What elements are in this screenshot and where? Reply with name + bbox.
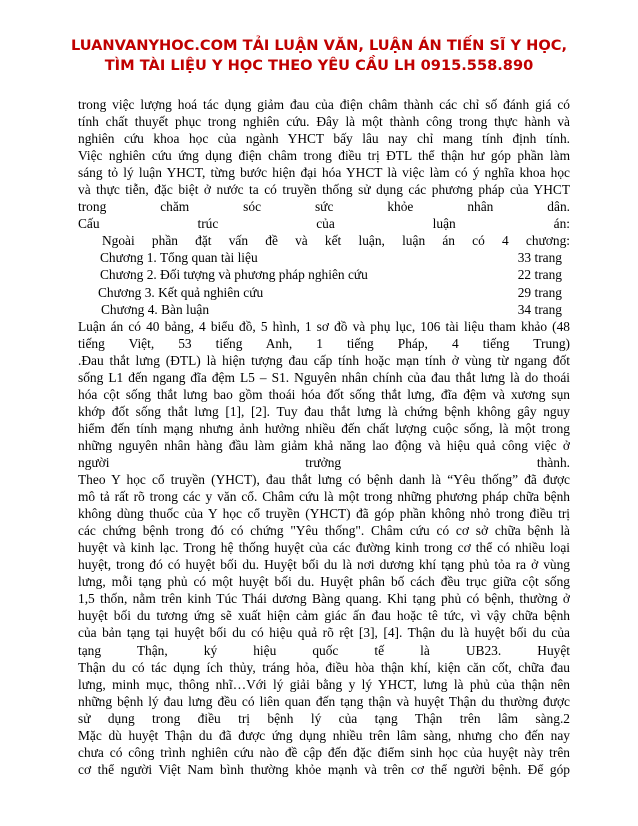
toc-page: 33 trang bbox=[517, 250, 562, 266]
body-line: hiểm đến tính mạng nhưng ảnh hưởng nhiều đến chất lượng cuộc sống, là một trong bbox=[78, 420, 570, 436]
header-line-2: TÌM TÀI LIỆU Y HỌC THEO YÊU CẦU LH 0915.558.890 bbox=[104, 57, 534, 74]
body-line: tạng Thận, ký hiệu quốc tế là UB23. Huyệt bbox=[78, 642, 570, 658]
body-line: sống L1 đến ngang đĩa đệm L5 – S1. Nguyên nhân chính của đau thắt lưng là do thoái bbox=[78, 369, 570, 385]
toc-label: Chương 3. Kết quả nghiên cứu bbox=[98, 284, 264, 300]
body-line: cơ thể người Việt Nam bình thường khỏe mạnh và trên cơ thể người bệnh. Để góp bbox=[78, 761, 570, 777]
body-line: Mặc dù huyệt Thận du đã được ứng dụng nhiều trên lâm sàng, nhưng cho đến nay bbox=[78, 727, 570, 743]
body-line: và thực tiễn, đặc biệt ở nước ta có truyền thống sử dụng các phương pháp của YHCT bbox=[78, 182, 570, 198]
body-line: sáng tỏ lý luận YHCT, từng bước hiện đại hóa YHCT là việc làm có ý nghĩa khoa học bbox=[78, 165, 570, 181]
body-line: huyệt, trong đó có huyệt bối du. Huyệt bối du là nơi dương khí tạng phủ tỏa ra ở vùng bbox=[78, 557, 570, 573]
header-line-1: LUANVANYHOC.COM TẢI LUẬN VĂN, LUẬN ÁN TIẾN SĨ Y HỌC, bbox=[70, 37, 568, 54]
body-line: tiếng Việt, 53 tiếng Anh, 1 tiếng Pháp, 4 tiếng Trung) bbox=[78, 335, 570, 351]
toc-label: Chương 4. Bàn luận bbox=[101, 301, 210, 317]
body-line: chưa có công trình nghiên cứu nào đề cập đến đặc điểm sinh học của huyệt này trên bbox=[78, 744, 570, 760]
body-line: .Đau thắt lưng (ĐTL) là hiện tượng đau cấp tính hoặc mạn tính ở vùng từ ngang đốt bbox=[78, 352, 570, 368]
body-line: mô tả rất rõ trong các y văn cổ. Châm cứu là một trong những phương pháp chữa bệnh bbox=[78, 489, 570, 505]
page-header bbox=[40, 36, 598, 76]
body-line: Ngoài phần đặt vấn đề và kết luận, luận án có 4 chương: bbox=[102, 233, 570, 249]
body-line: sử dụng trong điều trị bệnh lý của tạng Thận trên lâm sàng.2 bbox=[78, 710, 570, 726]
body-line: lưng, mỗi tạng phủ có một huyệt bối du. Huyệt phân bố cách đều trục giữa cột sống bbox=[78, 574, 570, 590]
toc-row bbox=[78, 249, 570, 266]
body-line: Việc nghiên cứu ứng dụng điện châm trong điều trị ĐTL thể thận hư góp phần làm bbox=[78, 148, 570, 164]
body-line: Luận án có 40 bảng, 4 biểu đồ, 5 hình, 1 sơ đồ và phụ lục, 106 tài liệu tham khảo (48 bbox=[78, 318, 570, 334]
body-line: Thận du có tác dụng ích thủy, tráng hỏa, điều hòa thận khí, kiện căn cốt, chữa đau bbox=[78, 659, 570, 675]
body-line: tính chất thuyết phục trong nghiên cứu. Đây là một thành công trong thực hành và bbox=[78, 114, 570, 130]
toc-page: 22 trang bbox=[517, 267, 562, 283]
body-line: người trưởng thành. bbox=[78, 454, 570, 470]
body-line: những nguyên nhân hàng đầu làm giảm khả năng lao động và hiệu quả công việc ở bbox=[78, 437, 570, 453]
body-line: huyệt bối du tương ứng sẽ xuất hiện cảm giác ấn đau hoặc tê tức, vì vậy chữa bệnh bbox=[78, 608, 570, 624]
body-line: 1,5 thốn, nằm trên kinh Túc Thái dương Bàng quang. Khi tạng phủ có bệnh, thường ở bbox=[78, 591, 570, 607]
toc-label: Chương 1. Tổng quan tài liệu bbox=[100, 250, 258, 266]
toc-row bbox=[78, 266, 570, 283]
body-line: những bệnh lý đau lưng đều có liên quan đến tạng thận và huyệt Thận du thường được bbox=[78, 693, 570, 709]
toc-page: 34 trang bbox=[517, 301, 562, 317]
toc-label: Chương 2. Đối tượng và phương pháp nghiên cứu bbox=[100, 267, 368, 283]
document-body bbox=[78, 96, 570, 778]
body-line: khớp đốt sống thắt lưng [1], [2]. Tuy đau thắt lưng là chứng bệnh không gây nguy bbox=[78, 403, 570, 419]
body-line: các chứng bệnh trong đó có chứng "Yêu thống". Châm cứu có cơ sở chữa bệnh là bbox=[78, 523, 570, 539]
toc-row bbox=[78, 301, 570, 318]
body-line: trong việc lượng hoá tác dụng giảm đau của điện châm thành các chỉ số đánh giá có bbox=[78, 97, 570, 112]
body-line: trong chăm sóc sức khỏe nhân dân. bbox=[78, 199, 570, 215]
body-line: không dùng thuốc của Y học cổ truyền (YHCT) đã góp phần không nhỏ trong điều trị bbox=[78, 506, 570, 522]
body-line: hóa cột sống thắt lưng bao gồm thoái hóa đốt sống thắt lưng, đĩa đệm và xương sụn bbox=[78, 386, 570, 402]
body-line: nghiên cứu khoa học của ngành YHCT bấy lâu nay chỉ mang tính định tính. bbox=[78, 131, 570, 147]
body-line: huyệt và kinh lạc. Trong hệ thống huyệt của các đường kinh trong cơ thể có nhiều loại bbox=[78, 540, 570, 556]
toc-page: 29 trang bbox=[517, 284, 562, 300]
body-line: Cấu trúc của luận án: bbox=[78, 216, 570, 232]
body-line: Theo Y học cổ truyền (YHCT), đau thắt lưng có bệnh danh là “Yêu thống” đã được bbox=[78, 472, 570, 488]
body-line: lưng, minh mục, thông nhĩ…Với lý giải bằng y lý YHCT, lưng là phủ của thận nên bbox=[78, 676, 570, 692]
toc-row bbox=[78, 284, 570, 301]
body-line: của bản tạng tại huyệt bối du có hiệu quả rõ rệt [3], [4]. Thận du là huyệt bối du của bbox=[78, 625, 570, 641]
